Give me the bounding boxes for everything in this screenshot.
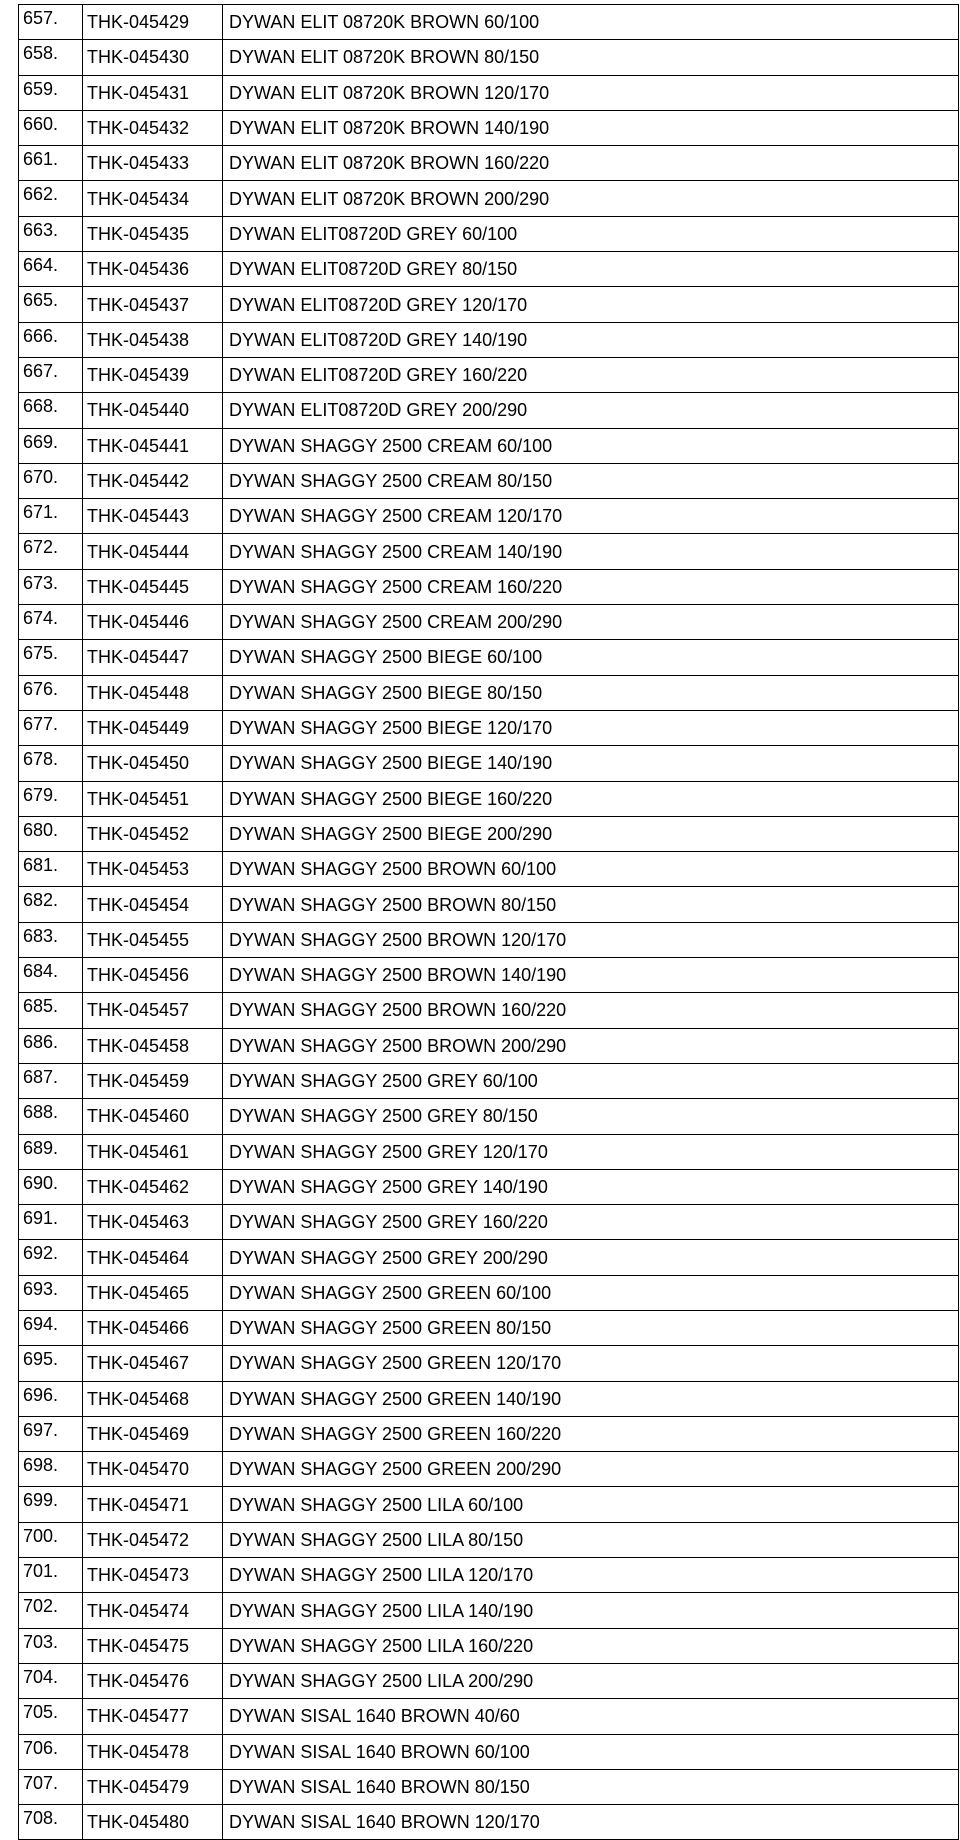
table-row [19, 1169, 959, 1204]
product-description: DYWAN SHAGGY 2500 GREEN 120/170 [223, 1346, 959, 1381]
table-row [19, 1381, 959, 1416]
table-row [19, 393, 959, 428]
product-description: DYWAN SHAGGY 2500 BIEGE 120/170 [223, 710, 959, 745]
row-number: 667. [19, 357, 83, 392]
table-row [19, 1240, 959, 1275]
product-code: THK-045479 [83, 1769, 223, 1804]
row-number: 695. [19, 1346, 83, 1381]
row-number: 684. [19, 958, 83, 993]
product-code: THK-045439 [83, 357, 223, 392]
product-code: THK-045470 [83, 1452, 223, 1487]
table-row [19, 605, 959, 640]
row-number: 702. [19, 1593, 83, 1628]
product-description: DYWAN SHAGGY 2500 CREAM 80/150 [223, 463, 959, 498]
product-description: DYWAN SHAGGY 2500 BROWN 200/290 [223, 1028, 959, 1063]
row-number: 707. [19, 1769, 83, 1804]
row-number: 680. [19, 816, 83, 851]
product-description: DYWAN SHAGGY 2500 BIEGE 140/190 [223, 746, 959, 781]
table-row [19, 640, 959, 675]
row-number: 674. [19, 605, 83, 640]
product-code: THK-045480 [83, 1805, 223, 1840]
product-code: THK-045476 [83, 1663, 223, 1698]
product-code: THK-045449 [83, 710, 223, 745]
row-number: 672. [19, 534, 83, 569]
product-code: THK-045473 [83, 1558, 223, 1593]
row-number: 694. [19, 1310, 83, 1345]
product-description: DYWAN SHAGGY 2500 GREY 60/100 [223, 1063, 959, 1098]
product-description: DYWAN SHAGGY 2500 GREEN 140/190 [223, 1381, 959, 1416]
table-row [19, 181, 959, 216]
table-row [19, 357, 959, 392]
product-code: THK-045444 [83, 534, 223, 569]
row-number: 673. [19, 569, 83, 604]
product-description: DYWAN SHAGGY 2500 GREY 120/170 [223, 1134, 959, 1169]
table-row [19, 1593, 959, 1628]
table-row [19, 216, 959, 251]
table-row [19, 816, 959, 851]
row-number: 705. [19, 1699, 83, 1734]
product-code: THK-045436 [83, 252, 223, 287]
product-code: THK-045456 [83, 958, 223, 993]
product-code: THK-045472 [83, 1522, 223, 1557]
product-code: THK-045460 [83, 1099, 223, 1134]
product-code: THK-045431 [83, 75, 223, 110]
row-number: 664. [19, 252, 83, 287]
product-description: DYWAN SHAGGY 2500 CREAM 140/190 [223, 534, 959, 569]
table-row [19, 675, 959, 710]
row-number: 675. [19, 640, 83, 675]
product-code: THK-045474 [83, 1593, 223, 1628]
product-description: DYWAN ELIT 08720K BROWN 60/100 [223, 5, 959, 40]
row-number: 699. [19, 1487, 83, 1522]
product-code: THK-045457 [83, 993, 223, 1028]
product-code: THK-045463 [83, 1205, 223, 1240]
product-description: DYWAN SHAGGY 2500 GREEN 60/100 [223, 1275, 959, 1310]
product-description: DYWAN SHAGGY 2500 BIEGE 200/290 [223, 816, 959, 851]
product-description: DYWAN ELIT 08720K BROWN 140/190 [223, 110, 959, 145]
table-row [19, 710, 959, 745]
table-row [19, 1699, 959, 1734]
product-code: THK-045469 [83, 1416, 223, 1451]
row-number: 693. [19, 1275, 83, 1310]
product-code: THK-045438 [83, 322, 223, 357]
table-row [19, 993, 959, 1028]
product-code: THK-045434 [83, 181, 223, 216]
product-description: DYWAN ELIT08720D GREY 120/170 [223, 287, 959, 322]
table-row [19, 887, 959, 922]
product-description: DYWAN SHAGGY 2500 CREAM 160/220 [223, 569, 959, 604]
row-number: 660. [19, 110, 83, 145]
product-code: THK-045459 [83, 1063, 223, 1098]
row-number: 701. [19, 1558, 83, 1593]
table-row [19, 1487, 959, 1522]
product-code: THK-045445 [83, 569, 223, 604]
product-description: DYWAN SHAGGY 2500 BROWN 80/150 [223, 887, 959, 922]
row-number: 665. [19, 287, 83, 322]
product-code: THK-045467 [83, 1346, 223, 1381]
row-number: 708. [19, 1805, 83, 1840]
table-row [19, 1275, 959, 1310]
product-description: DYWAN SHAGGY 2500 LILA 140/190 [223, 1593, 959, 1628]
row-number: 659. [19, 75, 83, 110]
table-row [19, 1805, 959, 1840]
table-row [19, 1628, 959, 1663]
product-description: DYWAN SISAL 1640 BROWN 40/60 [223, 1699, 959, 1734]
row-number: 682. [19, 887, 83, 922]
table-row [19, 1769, 959, 1804]
product-code: THK-045442 [83, 463, 223, 498]
product-description: DYWAN ELIT08720D GREY 60/100 [223, 216, 959, 251]
product-code: THK-045452 [83, 816, 223, 851]
product-table-body [19, 5, 959, 1840]
table-row [19, 463, 959, 498]
row-number: 671. [19, 499, 83, 534]
product-code: THK-045448 [83, 675, 223, 710]
product-description: DYWAN SHAGGY 2500 GREEN 160/220 [223, 1416, 959, 1451]
product-code: THK-045466 [83, 1310, 223, 1345]
product-description: DYWAN SHAGGY 2500 GREY 160/220 [223, 1205, 959, 1240]
product-description: DYWAN SHAGGY 2500 LILA 120/170 [223, 1558, 959, 1593]
row-number: 690. [19, 1169, 83, 1204]
row-number: 704. [19, 1663, 83, 1698]
table-row [19, 1346, 959, 1381]
product-description: DYWAN SHAGGY 2500 LILA 80/150 [223, 1522, 959, 1557]
product-code: THK-045433 [83, 146, 223, 181]
product-description: DYWAN ELIT08720D GREY 160/220 [223, 357, 959, 392]
product-code: THK-045464 [83, 1240, 223, 1275]
product-description: DYWAN SHAGGY 2500 LILA 160/220 [223, 1628, 959, 1663]
row-number: 677. [19, 710, 83, 745]
table-row [19, 922, 959, 957]
product-code: THK-045478 [83, 1734, 223, 1769]
row-number: 683. [19, 922, 83, 957]
row-number: 670. [19, 463, 83, 498]
table-row [19, 958, 959, 993]
row-number: 658. [19, 40, 83, 75]
table-row [19, 1099, 959, 1134]
table-row [19, 40, 959, 75]
table-row [19, 1663, 959, 1698]
product-code: THK-045432 [83, 110, 223, 145]
row-number: 688. [19, 1099, 83, 1134]
table-row [19, 1522, 959, 1557]
product-code: THK-045475 [83, 1628, 223, 1663]
product-code: THK-045435 [83, 216, 223, 251]
product-code: THK-045458 [83, 1028, 223, 1063]
row-number: 685. [19, 993, 83, 1028]
product-description: DYWAN SHAGGY 2500 BROWN 140/190 [223, 958, 959, 993]
product-description: DYWAN SHAGGY 2500 BIEGE 160/220 [223, 781, 959, 816]
row-number: 662. [19, 181, 83, 216]
product-description: DYWAN SHAGGY 2500 GREY 80/150 [223, 1099, 959, 1134]
row-number: 661. [19, 146, 83, 181]
table-row [19, 322, 959, 357]
product-description: DYWAN SHAGGY 2500 BROWN 160/220 [223, 993, 959, 1028]
product-code: THK-045443 [83, 499, 223, 534]
row-number: 686. [19, 1028, 83, 1063]
row-number: 678. [19, 746, 83, 781]
table-row [19, 569, 959, 604]
product-code: THK-045471 [83, 1487, 223, 1522]
row-number: 687. [19, 1063, 83, 1098]
row-number: 703. [19, 1628, 83, 1663]
table-row [19, 5, 959, 40]
row-number: 691. [19, 1205, 83, 1240]
table-row [19, 287, 959, 322]
product-description: DYWAN SHAGGY 2500 CREAM 200/290 [223, 605, 959, 640]
product-description: DYWAN SHAGGY 2500 LILA 200/290 [223, 1663, 959, 1698]
product-description: DYWAN ELIT08720D GREY 80/150 [223, 252, 959, 287]
table-row [19, 146, 959, 181]
product-description: DYWAN ELIT 08720K BROWN 160/220 [223, 146, 959, 181]
table-row [19, 746, 959, 781]
table-row [19, 1558, 959, 1593]
table-row [19, 781, 959, 816]
table-row [19, 428, 959, 463]
row-number: 696. [19, 1381, 83, 1416]
row-number: 697. [19, 1416, 83, 1451]
product-code: THK-045446 [83, 605, 223, 640]
table-row [19, 1028, 959, 1063]
row-number: 669. [19, 428, 83, 463]
table-row [19, 499, 959, 534]
row-number: 668. [19, 393, 83, 428]
product-description: DYWAN ELIT 08720K BROWN 200/290 [223, 181, 959, 216]
table-row [19, 252, 959, 287]
product-code: THK-045477 [83, 1699, 223, 1734]
row-number: 663. [19, 216, 83, 251]
product-description: DYWAN ELIT 08720K BROWN 80/150 [223, 40, 959, 75]
product-description: DYWAN SHAGGY 2500 LILA 60/100 [223, 1487, 959, 1522]
table-row [19, 534, 959, 569]
row-number: 676. [19, 675, 83, 710]
product-description: DYWAN SISAL 1640 BROWN 120/170 [223, 1805, 959, 1840]
product-description: DYWAN ELIT08720D GREY 200/290 [223, 393, 959, 428]
product-description: DYWAN SHAGGY 2500 GREY 200/290 [223, 1240, 959, 1275]
product-description: DYWAN SHAGGY 2500 BIEGE 80/150 [223, 675, 959, 710]
product-code: THK-045462 [83, 1169, 223, 1204]
row-number: 700. [19, 1522, 83, 1557]
table-row [19, 852, 959, 887]
product-code: THK-045429 [83, 5, 223, 40]
product-code: THK-045468 [83, 1381, 223, 1416]
product-code: THK-045440 [83, 393, 223, 428]
row-number: 679. [19, 781, 83, 816]
row-number: 692. [19, 1240, 83, 1275]
table-row [19, 110, 959, 145]
product-description: DYWAN SHAGGY 2500 BROWN 60/100 [223, 852, 959, 887]
table-row [19, 1063, 959, 1098]
row-number: 681. [19, 852, 83, 887]
product-description: DYWAN SHAGGY 2500 GREEN 200/290 [223, 1452, 959, 1487]
table-row [19, 75, 959, 110]
product-code: THK-045437 [83, 287, 223, 322]
product-code: THK-045430 [83, 40, 223, 75]
product-table [18, 4, 959, 1840]
product-code: THK-045441 [83, 428, 223, 463]
product-description: DYWAN SISAL 1640 BROWN 60/100 [223, 1734, 959, 1769]
table-row [19, 1205, 959, 1240]
table-row [19, 1416, 959, 1451]
product-description: DYWAN SHAGGY 2500 GREEN 80/150 [223, 1310, 959, 1345]
product-description: DYWAN SHAGGY 2500 GREY 140/190 [223, 1169, 959, 1204]
product-code: THK-045454 [83, 887, 223, 922]
product-code: THK-045451 [83, 781, 223, 816]
product-description: DYWAN SISAL 1640 BROWN 80/150 [223, 1769, 959, 1804]
product-description: DYWAN SHAGGY 2500 BIEGE 60/100 [223, 640, 959, 675]
table-row [19, 1134, 959, 1169]
product-description: DYWAN SHAGGY 2500 CREAM 60/100 [223, 428, 959, 463]
product-code: THK-045465 [83, 1275, 223, 1310]
row-number: 698. [19, 1452, 83, 1487]
product-description: DYWAN SHAGGY 2500 BROWN 120/170 [223, 922, 959, 957]
row-number: 657. [19, 5, 83, 40]
row-number: 666. [19, 322, 83, 357]
row-number: 706. [19, 1734, 83, 1769]
product-description: DYWAN SHAGGY 2500 CREAM 120/170 [223, 499, 959, 534]
table-row [19, 1452, 959, 1487]
product-description: DYWAN ELIT08720D GREY 140/190 [223, 322, 959, 357]
row-number: 689. [19, 1134, 83, 1169]
product-code: THK-045453 [83, 852, 223, 887]
product-code: THK-045447 [83, 640, 223, 675]
table-row [19, 1734, 959, 1769]
product-code: THK-045450 [83, 746, 223, 781]
table-row [19, 1310, 959, 1345]
product-code: THK-045461 [83, 1134, 223, 1169]
product-description: DYWAN ELIT 08720K BROWN 120/170 [223, 75, 959, 110]
product-code: THK-045455 [83, 922, 223, 957]
document-page [18, 4, 958, 1840]
